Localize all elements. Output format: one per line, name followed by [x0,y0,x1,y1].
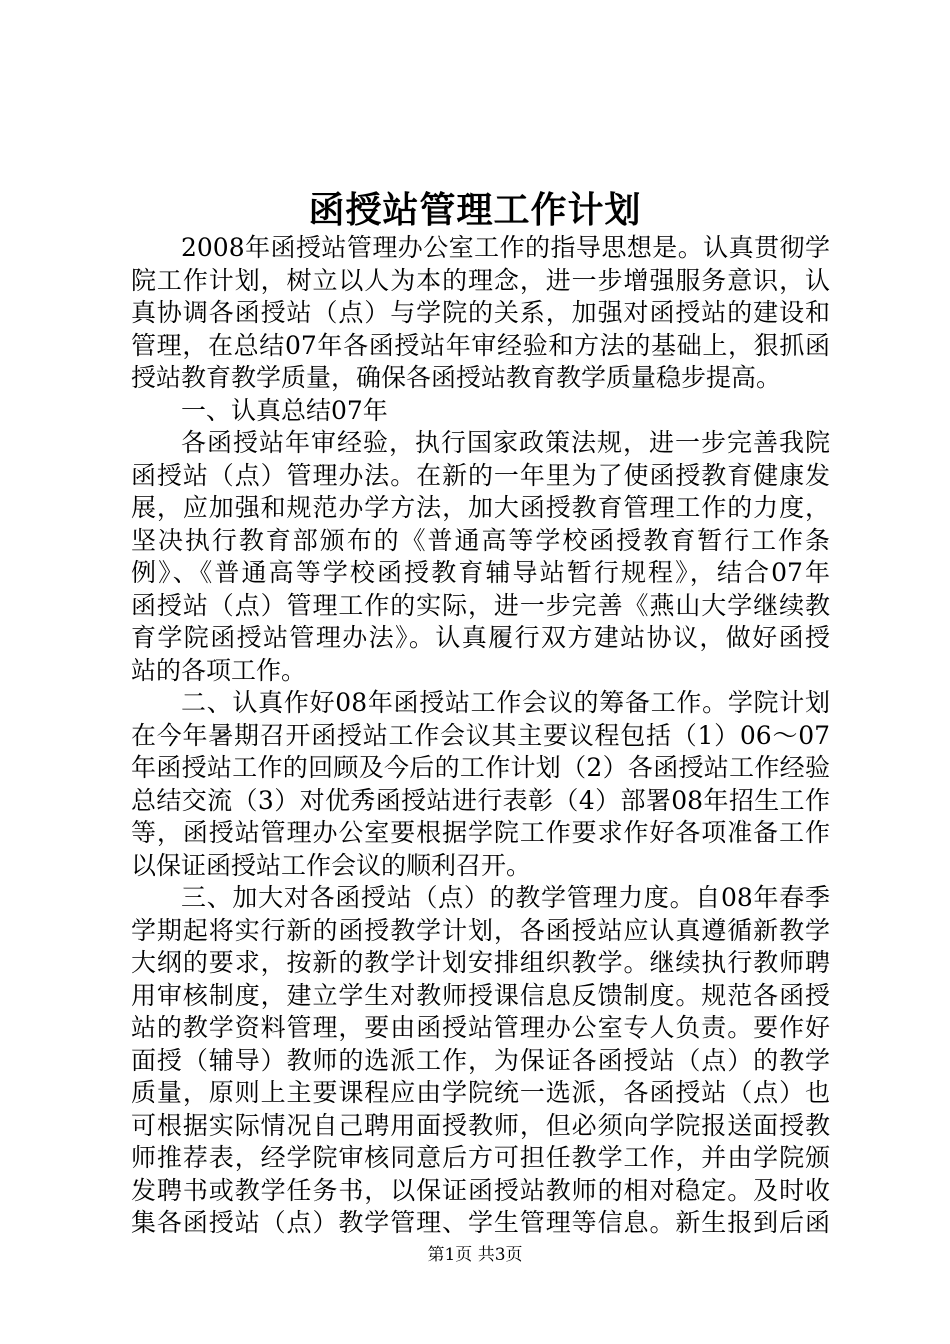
paragraph-line: 2008年函授站管理办公室工作的指导思想是。认真贯彻学 [181,233,830,262]
paragraph-line: 院工作计划，树立以人为本的理念，进一步增强服务意识，认 [131,265,830,295]
paragraph-line: 大纲的要求，按新的教学计划安排组织教学。继续执行教师聘 [131,948,830,977]
paragraph-line: 站的教学资料管理，要由函授站管理办公室专人负责。要作好 [131,1013,830,1042]
paragraph-line: 展，应加强和规范办学方法，加大函授教育管理工作的力度， [131,493,830,522]
paragraph-line: 二、认真作好08年函授站工作会议的筹备工作。学院计划 [181,688,830,717]
paragraph-line: 管理，在总结07年各函授站年审经验和方法的基础上，狠抓函 [131,330,830,360]
paragraph-line: 育学院函授站管理办法》。认真履行双方建站协议，做好函授 [131,623,830,652]
paragraph-line: 三、加大对各函授站（点）的教学管理力度。自08年春季 [181,883,830,912]
paragraph-line: 函授站（点）管理工作的实际，进一步完善《燕山大学继续教 [131,590,830,620]
paragraph-line: 质量，原则上主要课程应由学院统一选派，各函授站（点）也 [131,1078,830,1107]
document-title: 函授站管理工作计划 [308,189,642,231]
paragraph-line: 年函授站工作的回顾及今后的工作计划（2）各函授站工作经验 [131,753,830,782]
paragraph-line: 站的各项工作。 [131,655,307,685]
paragraph-line: 坚决执行教育部颁布的《普通高等学校函授教育暂行工作条 [131,525,830,555]
paragraph-line: 可根据实际情况自己聘用面授教师，但必须向学院报送面授教 [131,1110,830,1140]
paragraph-line: 面授（辅导）教师的选派工作，为保证各函授站（点）的教学 [131,1045,830,1075]
paragraph-line: 集各函授站（点）教学管理、学生管理等信息。新生报到后函 [131,1208,830,1237]
paragraph-line: 学期起将实行新的函授教学计划，各函授站应认真遵循新教学 [131,915,830,945]
paragraph-line: 各函授站年审经验，执行国家政策法规，进一步完善我院 [181,428,830,457]
page-footer: 第1页 共3页 [427,1245,523,1265]
paragraph-line: 等，函授站管理办公室要根据学院工作要求作好各项准备工作 [131,818,830,847]
paragraph-line: 例》、《普通高等学校函授教育辅导站暂行规程》，结合07年 [131,558,830,587]
paragraph-line: 总结交流（3）对优秀函授站进行表彰（4）部署08年招生工作 [131,785,830,815]
document-body [131,232,830,1240]
paragraph-line: 真协调各函授站（点）与学院的关系，加强对函授站的建设和 [131,298,830,327]
paragraph-line: 师推荐表，经学院审核同意后方可担任教学工作，并由学院颁 [131,1143,830,1172]
paragraph-line: 以保证函授站工作会议的顺利召开。 [131,850,532,880]
paragraph-line: 在今年暑期召开函授站工作会议其主要议程包括（1）06～07 [131,720,830,750]
paragraph-line: 函授站（点）管理办法。在新的一年里为了使函授教育健康发 [131,460,830,490]
paragraph-line: 用审核制度，建立学生对教师授课信息反馈制度。规范各函授 [131,980,830,1010]
section-heading: 一、认真总结07年 [181,395,388,425]
paragraph-line: 授站教育教学质量，确保各函授站教育教学质量稳步提高。 [131,363,782,392]
paragraph-line: 发聘书或教学任务书，以保证函授站教师的相对稳定。及时收 [131,1175,830,1205]
